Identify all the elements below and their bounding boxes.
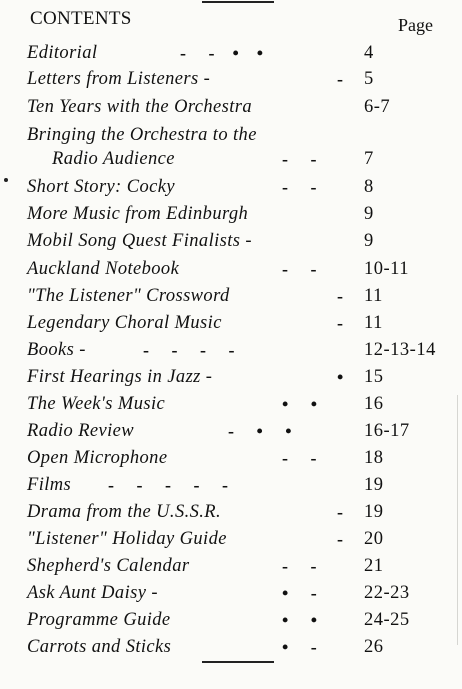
entry-page: 16-17 — [364, 421, 410, 441]
entry-page: 6-7 — [364, 97, 391, 117]
toc-entry-films[interactable] — [0, 473, 462, 499]
entry-page: 20 — [364, 529, 384, 549]
entry-leader: • • — [282, 610, 318, 630]
page-column-label: Page — [398, 15, 433, 35]
entry-leader: - — [337, 313, 343, 333]
entry-page: 18 — [364, 448, 384, 468]
entry-page: 21 — [364, 556, 384, 576]
entry-title: The Week's Music — [27, 394, 166, 414]
top-rule — [202, 1, 274, 3]
toc-entry-radio-review[interactable] — [0, 419, 462, 445]
toc-entry-weeks-music[interactable] — [0, 392, 462, 418]
entry-title: Editorial — [27, 43, 98, 63]
toc-entry-bringing-orchestra[interactable] — [0, 123, 462, 173]
entry-title: Ask Aunt Daisy - — [27, 583, 158, 603]
toc-entry-ten-years[interactable] — [0, 95, 462, 121]
entry-title: Books - — [27, 340, 86, 360]
entry-title: More Music from Edinburgh — [27, 204, 249, 224]
toc-entry-carrots-sticks[interactable] — [0, 635, 462, 661]
entry-page: 4 — [364, 43, 374, 63]
entry-leader: • • — [282, 394, 318, 414]
toc-entry-crossword[interactable] — [0, 284, 462, 310]
entry-title: Letters from Listeners - — [27, 69, 211, 89]
entry-leader: - - - - - — [108, 475, 228, 495]
entry-title: Carrots and Sticks — [27, 637, 172, 657]
entry-page: 24-25 — [364, 610, 410, 630]
toc-entry-aunt-daisy[interactable] — [0, 581, 462, 607]
entry-page: 11 — [364, 313, 383, 333]
toc-entry-jazz[interactable] — [0, 365, 462, 391]
entry-leader: - • • — [228, 421, 292, 441]
entry-title: Shepherd's Calendar — [27, 556, 190, 576]
entry-leader: • - — [282, 583, 317, 603]
entry-title: Legendary Choral Music — [27, 313, 222, 333]
entry-title-line2: Radio Audience — [52, 149, 175, 169]
toc-entry-choral[interactable] — [0, 311, 462, 337]
entry-page: 11 — [364, 286, 383, 306]
entry-title: Films — [27, 475, 72, 495]
entry-page: 10-11 — [364, 259, 409, 279]
entry-title-line1: Bringing the Orchestra to the — [27, 125, 257, 145]
entry-title: Radio Review — [27, 421, 135, 441]
entry-page: 12-13-14 — [364, 340, 436, 360]
entry-title — [27, 123, 257, 171]
entry-title: Ten Years with the Orchestra — [27, 97, 253, 117]
entry-page: 16 — [364, 394, 384, 414]
entry-page: 8 — [364, 177, 374, 197]
entry-title: Drama from the U.S.S.R. — [27, 502, 222, 522]
entry-leader: - - — [282, 149, 317, 169]
toc-entry-holiday-guide[interactable] — [0, 527, 462, 553]
toc-entry-programme-guide[interactable] — [0, 608, 462, 634]
entry-leader: - — [337, 502, 343, 522]
toc-entry-shepherds-calendar[interactable] — [0, 554, 462, 580]
entry-leader: - — [337, 69, 343, 89]
entry-title: "The Listener" Crossword — [27, 286, 230, 306]
toc-entry-mobil[interactable] — [0, 229, 462, 255]
toc-entry-books[interactable] — [0, 338, 462, 364]
entry-leader: - - — [282, 448, 317, 468]
entry-title: Open Microphone — [27, 448, 168, 468]
toc-entry-open-microphone[interactable] — [0, 446, 462, 472]
entry-leader: • - — [282, 637, 317, 657]
entry-page: 7 — [364, 149, 374, 169]
toc-entry-auckland[interactable] — [0, 257, 462, 283]
entry-leader: - - • • — [180, 43, 264, 63]
entry-title: Short Story: Cocky — [27, 177, 175, 197]
entry-page: 19 — [364, 502, 384, 522]
entry-page: 5 — [364, 69, 374, 89]
entry-page: 15 — [364, 367, 384, 387]
contents-heading: CONTENTS — [30, 8, 132, 29]
entry-page: 19 — [364, 475, 384, 495]
toc-entry-letters[interactable] — [0, 67, 462, 93]
entry-leader: - — [337, 286, 343, 306]
entry-leader: - — [337, 529, 343, 549]
entry-leader: - - — [282, 556, 317, 576]
toc-entry-drama-ussr[interactable] — [0, 500, 462, 526]
entry-page: 9 — [364, 231, 374, 251]
entry-page: 26 — [364, 637, 384, 657]
entry-title: Programme Guide — [27, 610, 171, 630]
entry-title: First Hearings in Jazz - — [27, 367, 213, 387]
entry-leader: • — [337, 367, 344, 387]
entry-page: 9 — [364, 204, 374, 224]
toc-entry-edinburgh[interactable] — [0, 202, 462, 228]
entry-leader: - - — [282, 259, 317, 279]
bottom-rule — [202, 661, 274, 663]
entry-page: 22-23 — [364, 583, 410, 603]
entry-title: Mobil Song Quest Finalists - — [27, 231, 252, 251]
entry-title: Auckland Notebook — [27, 259, 180, 279]
entry-leader: - - - - — [143, 340, 235, 360]
toc-entry-editorial[interactable] — [0, 41, 462, 67]
entry-leader: - - — [282, 177, 317, 197]
entry-title: "Listener" Holiday Guide — [27, 529, 227, 549]
toc-entry-short-story[interactable] — [0, 175, 462, 201]
